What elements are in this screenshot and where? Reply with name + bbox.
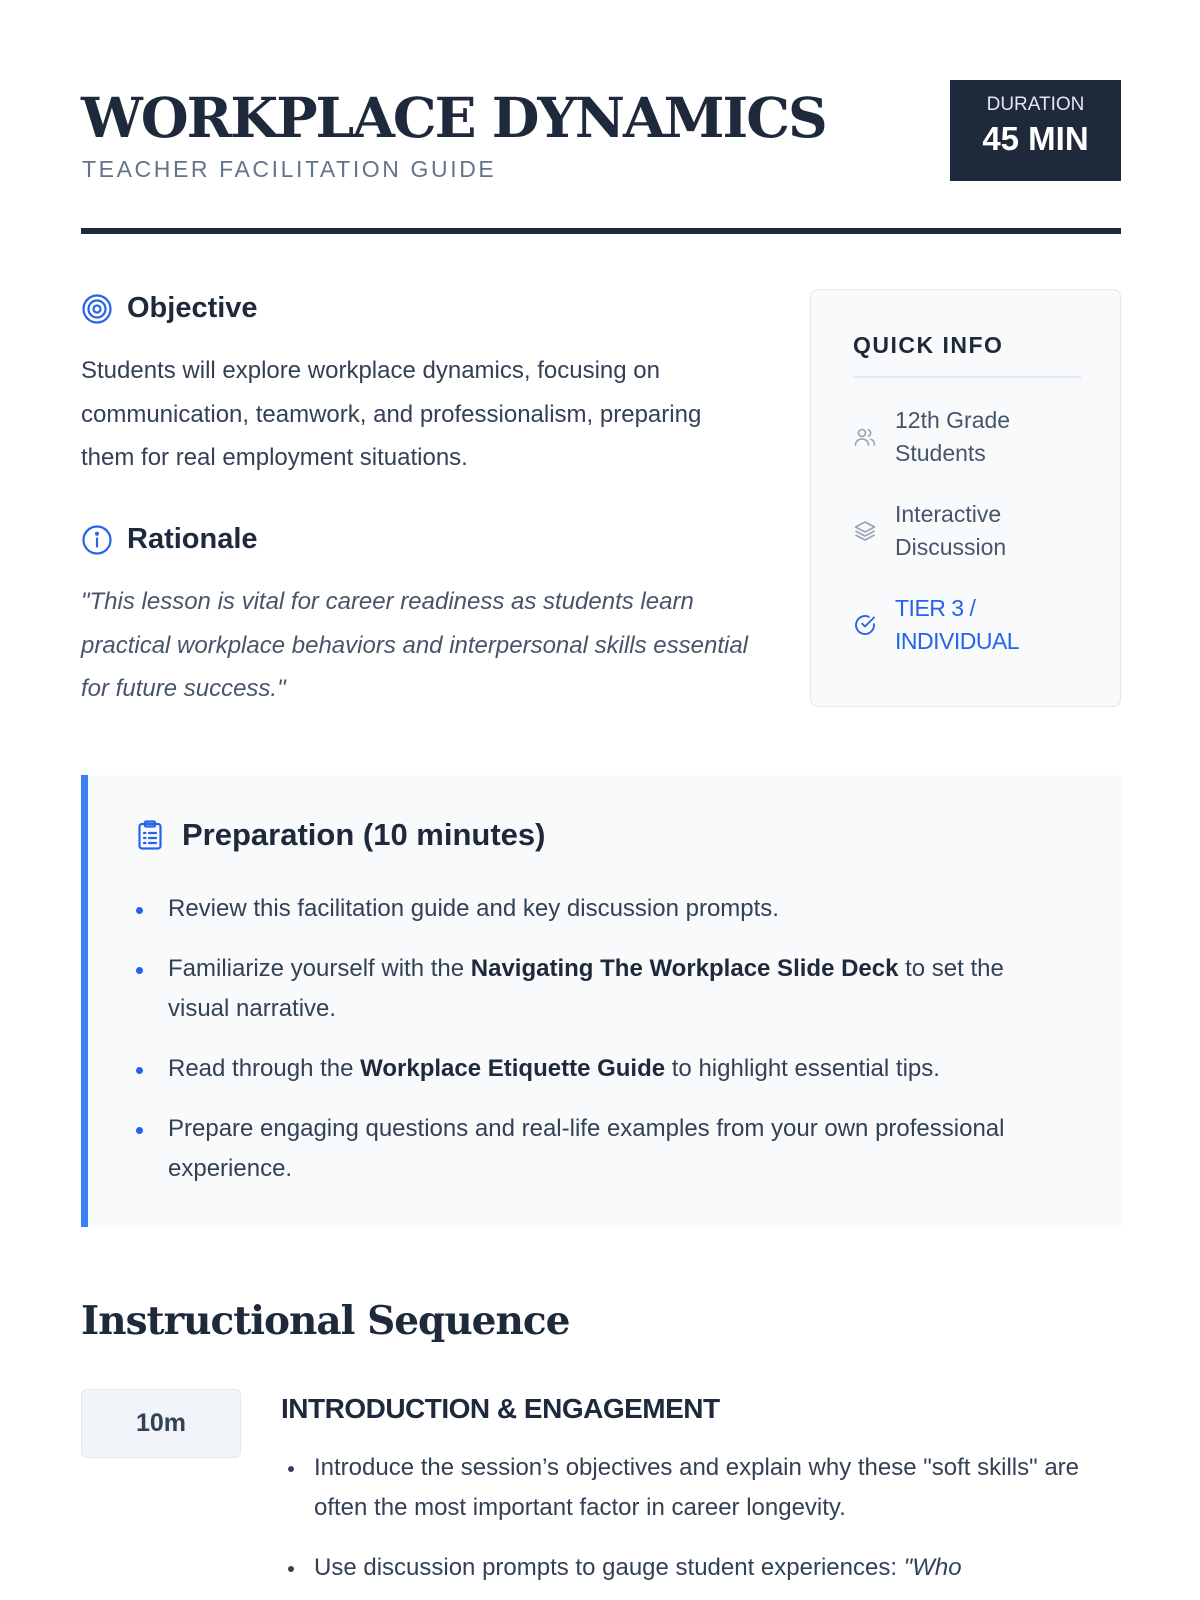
users-icon [853, 425, 877, 449]
rationale-text: "This lesson is vital for career readiness as students learn practical workplace behaviors and interpersonal skills essential for future success." [81, 588, 748, 702]
header-divider [81, 228, 1121, 234]
quick-info-title: QUICK INFO [853, 332, 1004, 358]
quick-info-tier-text: TIER 3 / INDIVIDUAL [895, 595, 1020, 654]
list-item: Familiarize yourself with the Navigating The Workplace Slide Deck to set the visual narrative. [168, 949, 1068, 1029]
target-icon [81, 293, 113, 325]
preparation-heading [134, 817, 545, 853]
page-header [81, 80, 1121, 233]
step-time-badge: 10m [81, 1389, 241, 1458]
quick-info-divider [853, 376, 1081, 378]
step-list [314, 1448, 1104, 1600]
preparation-heading-label: Preparation (10 minutes) [182, 817, 546, 852]
quick-info-format-text: Interactive Discussion [895, 501, 1007, 560]
quick-info-card [810, 289, 1121, 707]
quick-info-item-tier [853, 592, 1055, 658]
list-item: Review this facilitation guide and key discussion prompts. [168, 889, 1068, 929]
page-title: WORKPLACE DYNAMICS [81, 85, 826, 150]
discussion-prompt: "Who [903, 1554, 962, 1581]
info-icon [81, 524, 113, 556]
layers-icon [853, 519, 877, 543]
slide-deck-title: Navigating The Workplace Slide Deck [470, 955, 899, 982]
duration-label: DURATION [986, 94, 1085, 115]
list-item: Use discussion prompts to gauge student experiences: "Who [314, 1548, 1104, 1588]
rationale-heading [81, 523, 258, 556]
duration-value: 45 MIN [982, 120, 1089, 157]
quick-info-grade-text: 12th Grade Students [895, 407, 1011, 466]
step-title: INTRODUCTION & ENGAGEMENT [281, 1393, 720, 1424]
objective-heading-label: Objective [127, 292, 258, 324]
preparation-panel [81, 775, 1121, 1227]
quick-info-item-grade [853, 404, 1055, 470]
sequence-heading: Instructional Sequence [81, 1298, 570, 1344]
objective-heading [81, 292, 258, 325]
etiquette-guide-title: Workplace Etiquette Guide [360, 1055, 666, 1082]
preparation-list [168, 889, 1068, 1209]
objective-text: Students will explore workplace dynamics, focusing on communication, teamwork, and professionalism, preparing them for real employment situations. [81, 357, 702, 471]
quick-info-item-format [853, 498, 1055, 564]
list-item: Introduce the session’s objectives and explain why these "soft skills" are often the most important factor in career longevity. [314, 1448, 1104, 1528]
rationale-heading-label: Rationale [127, 523, 258, 555]
page-subtitle: TEACHER FACILITATION GUIDE [82, 156, 497, 182]
clipboard-icon [134, 819, 166, 851]
check-circle-icon [853, 613, 877, 637]
list-item: Prepare engaging questions and real-life examples from your own professional experience. [168, 1109, 1068, 1189]
list-item: Read through the Workplace Etiquette Guide to highlight essential tips. [168, 1049, 1068, 1089]
duration-badge [950, 80, 1121, 181]
